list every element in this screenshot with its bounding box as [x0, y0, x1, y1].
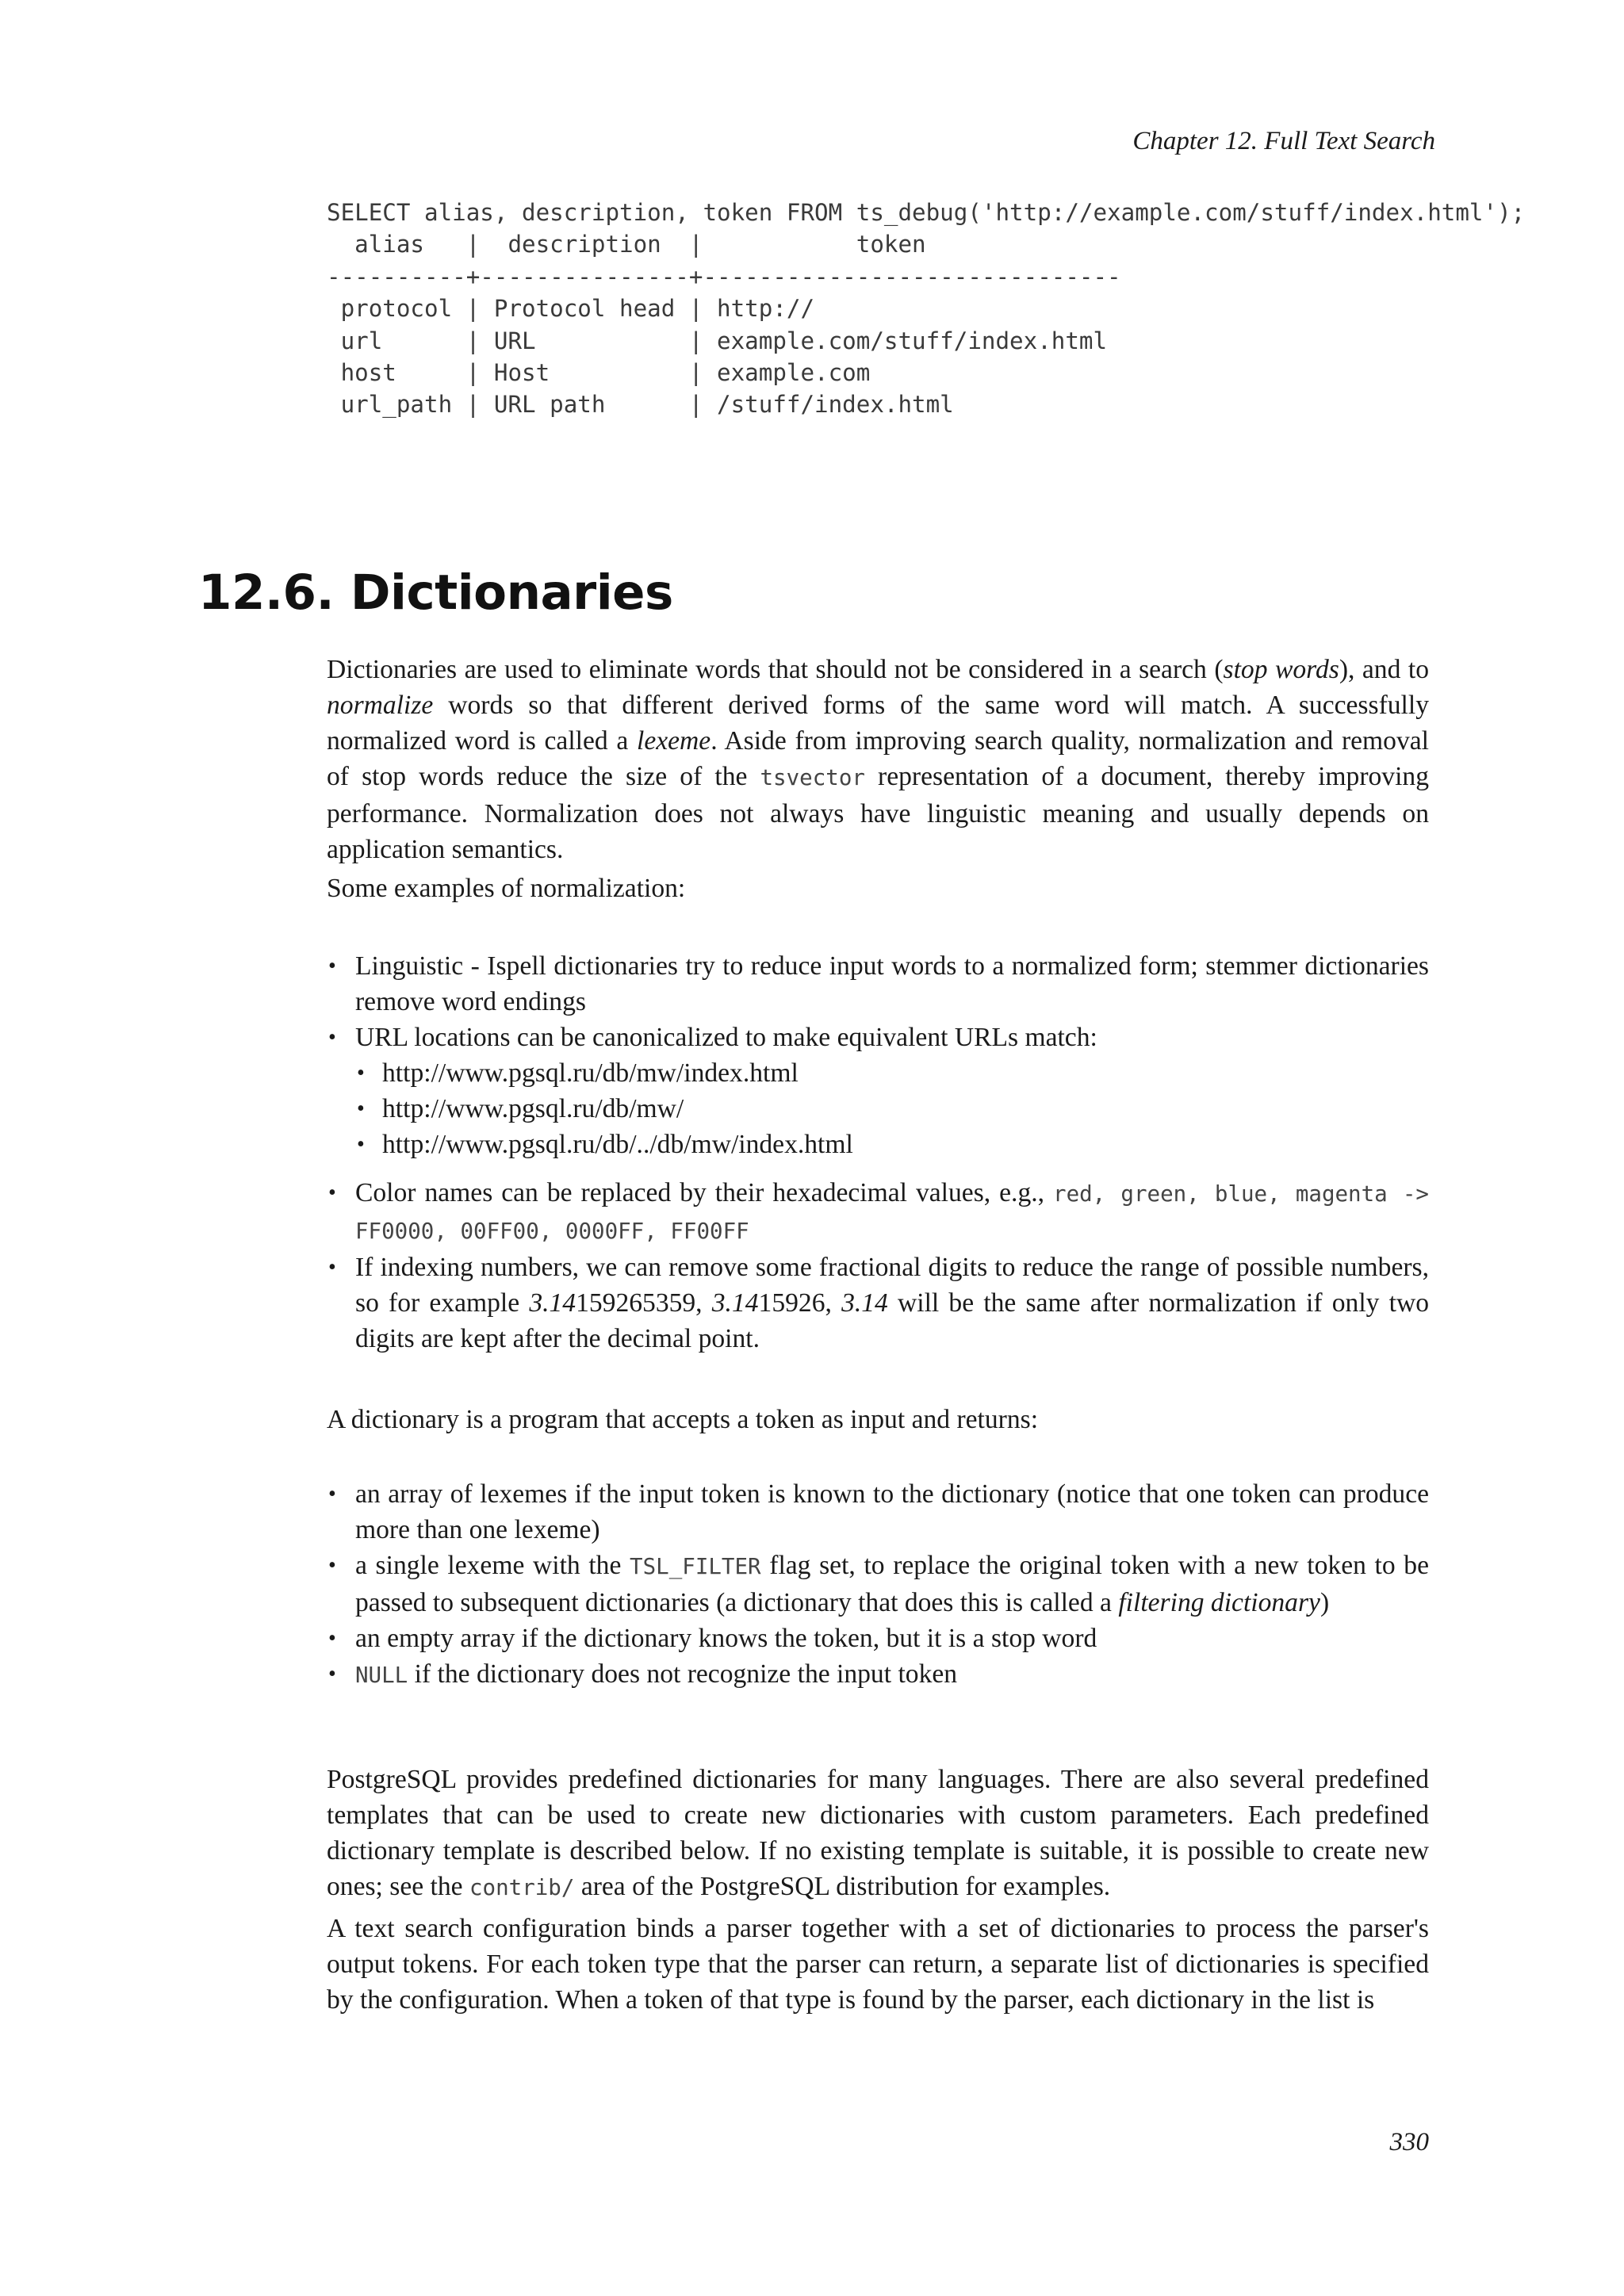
code-color-values: red, green, blue, magenta -> FF0000, 00FF00, 0000FF, FF00FF: [355, 1181, 1429, 1244]
text-span: Color names can be replaced by their hexadecimal values, e.g.,: [355, 1178, 1054, 1207]
text-span: URL locations can be canonicalized to make equivalent URLs match:: [355, 1023, 1097, 1052]
code-row: url_path | URL path | /stuff/index.html: [327, 391, 954, 419]
dictionary-returns-list: [327, 1476, 1429, 1693]
text-line: A text search configuration binds a parser together with a set of dictionaries to process the parser's output tokens. For each token type that the parser can return, a separate list of dictionaries is specified by the configuration. When a token of that type is found by the parser, each dictionary in the list is: [327, 1914, 1429, 2015]
paragraph-examples-intro: [327, 871, 1429, 906]
url-example: • http://www.pgsql.ru/db/mw/index.html: [355, 1055, 1429, 1091]
text-span: a single lexeme with the: [355, 1551, 630, 1580]
code-row: url | URL | example.com/stuff/index.html: [327, 327, 1108, 354]
text-span: Dictionaries are used to eliminate words that should not be considered in a search (: [327, 655, 1224, 684]
emphasis-digits: 3.14: [529, 1288, 576, 1318]
list-item: [327, 1175, 1429, 1249]
list-item: [327, 1020, 1429, 1162]
emphasis-filtering-dictionary: filtering dictionary: [1118, 1588, 1320, 1617]
text-span: 159265359,: [576, 1288, 712, 1318]
text-span: area of the PostgreSQL distribution for examples.: [574, 1872, 1111, 1901]
paragraph-configuration: [327, 1911, 1429, 2018]
code-query: SELECT alias, description, token FROM ts_debug('http://example.com/stuff/index.html');: [327, 199, 1526, 226]
page-number: 330: [1389, 2128, 1429, 2156]
emphasis-digits: 3.14: [841, 1288, 888, 1318]
text-span: will be the same after normalization if only two digits are kept after the decimal point.: [355, 1288, 1430, 1353]
code-table-header: alias | description | token: [327, 231, 926, 258]
text-span: flag set, to replace the original token with a new token to be passed to subsequent dictionaries (a dictionary that does this is called a: [355, 1551, 1429, 1617]
code-tsl-filter: TSL_FILTER: [630, 1554, 761, 1579]
paragraph-predefined-dictionaries: [327, 1762, 1429, 1906]
section-title: 12.6. Dictionaries: [198, 564, 673, 621]
text-span: . Aside from improving search quality, normalization and removal of stop words reduce the size of the: [327, 726, 1429, 791]
chapter-header: Chapter 12. Full Text Search: [1132, 127, 1435, 155]
list-item: • an empty array if the dictionary knows the token, but it is a stop word: [327, 1621, 1429, 1656]
emphasis-normalize: normalize: [327, 691, 434, 720]
url-example: • http://www.pgsql.ru/db/../db/mw/index.html: [355, 1127, 1429, 1162]
normalization-examples-list: [327, 948, 1429, 1357]
text-line: Some examples of normalization:: [327, 874, 686, 903]
code-contrib: contrib/: [469, 1875, 575, 1900]
url-example: • http://www.pgsql.ru/db/mw/: [355, 1091, 1429, 1127]
list-item: [327, 1249, 1429, 1357]
emphasis-digits: 3.14: [711, 1288, 759, 1318]
code-null: NULL: [355, 1663, 408, 1688]
code-row: host | Host | example.com: [327, 359, 871, 387]
text-span: If indexing numbers, we can remove some fractional digits to reduce the range of possible numbers, so for example: [355, 1253, 1429, 1318]
text-span: ), and to: [1339, 655, 1429, 684]
text-span: 15926,: [758, 1288, 842, 1318]
text-span: representation of a document, thereby improving performance. Normalization does not always have linguistic meaning and usually depends on application semantics.: [327, 762, 1429, 864]
emphasis-stop-words: stop words: [1223, 655, 1339, 684]
list-item: • an array of lexemes if the input token is known to the dictionary (notice that one token can produce more than one lexeme): [327, 1476, 1429, 1548]
text-span: words so that different derived forms of the same word will match. A successfully normalized word is called a: [327, 691, 1429, 756]
code-tsvector: tsvector: [760, 765, 865, 790]
code-separator: ----------+---------------+------------------------------: [327, 262, 1121, 290]
list-item: [327, 1548, 1429, 1621]
list-item: • Linguistic - Ispell dictionaries try to reduce input words to a normalized form; stemmer dictionaries remove word endings: [327, 948, 1429, 1020]
code-example: [327, 197, 1525, 421]
paragraph-intro: [327, 652, 1429, 867]
code-row: protocol | Protocol head | http://: [327, 295, 815, 323]
text-span: PostgreSQL provides predefined dictionaries for many languages. There are also several predefined templates that can be used to create new dictionaries with custom parameters. Each predefined dictionary template is described below. If no existing template is suitable, it is possible to create new ones; see the: [327, 1765, 1429, 1901]
text-line: A dictionary is a program that accepts a token as input and returns:: [327, 1405, 1039, 1434]
list-item: [327, 1656, 1429, 1693]
paragraph-dictionary-definition: [327, 1402, 1429, 1437]
text-span: if the dictionary does not recognize the input token: [408, 1659, 958, 1689]
text-span: ): [1320, 1588, 1330, 1617]
emphasis-lexeme: lexeme: [636, 726, 711, 756]
